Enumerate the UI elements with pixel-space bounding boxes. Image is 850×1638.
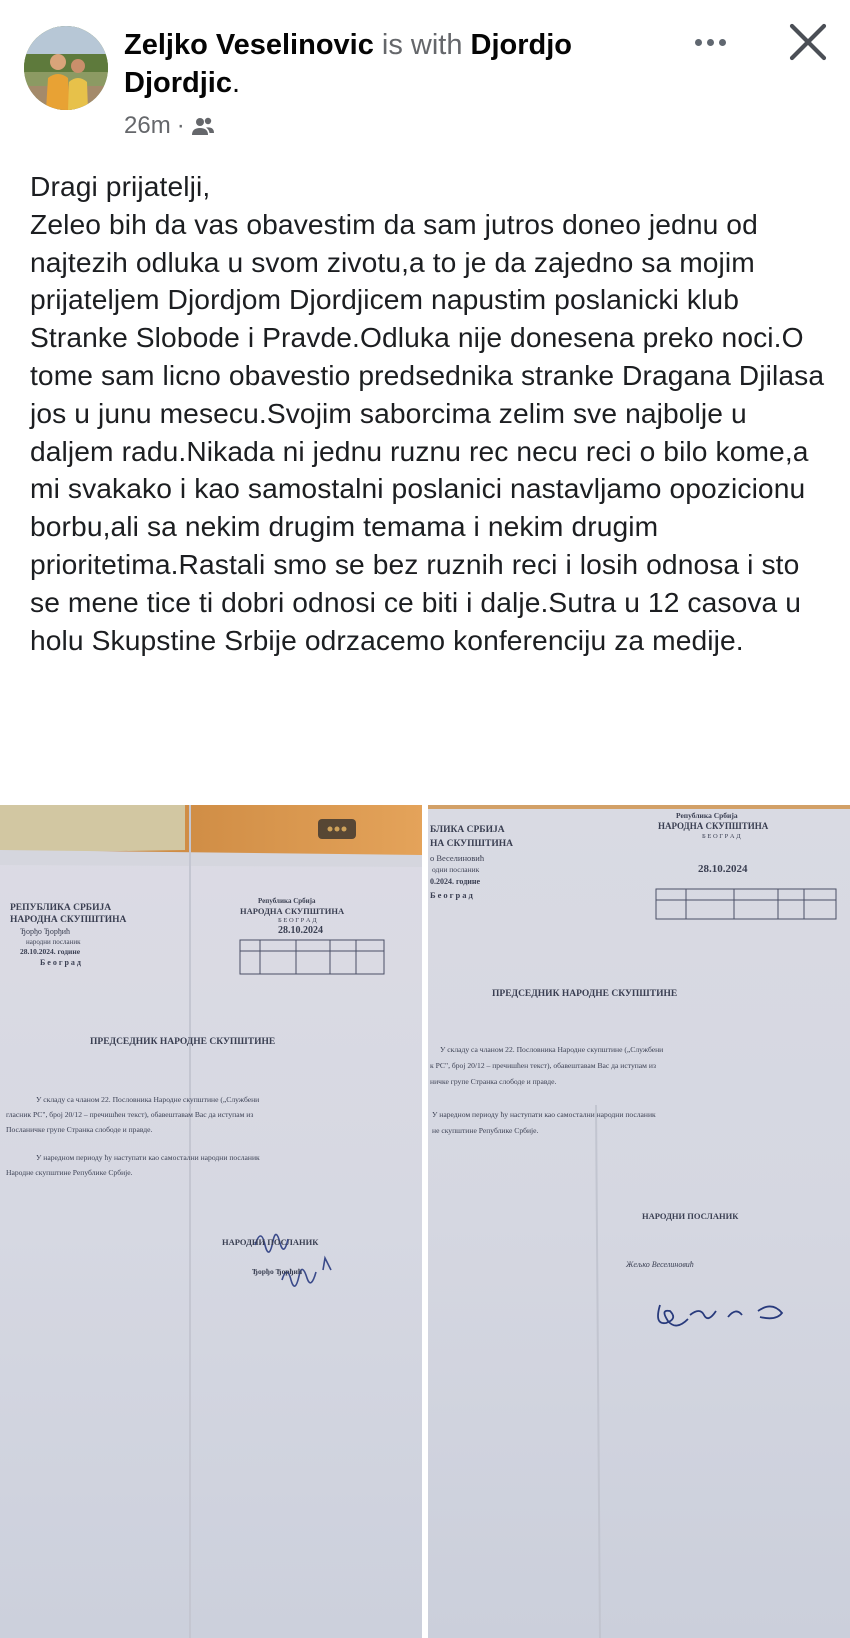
author-name[interactable]: Zeljko Veselinovic (124, 29, 374, 61)
post-photos (0, 805, 850, 1638)
post-author-line (124, 26, 664, 102)
post-header (0, 0, 850, 150)
avatar[interactable] (24, 26, 108, 110)
doc-stamp-line: НАРОДНА СКУПШТИНА (658, 821, 769, 831)
doc-paragraph-line: ничке групе Странка слободе и правде. (430, 1077, 557, 1086)
more-horizontal-icon-dot (695, 39, 702, 46)
doc-stamp-line: НАРОДНА СКУПШТИНА (240, 906, 345, 916)
more-horizontal-icon-dot (707, 39, 714, 46)
doc-header-line: 28.10.2024. године (20, 947, 81, 956)
doc-paragraph-line: У складу са чланом 22. Пословника Народне скупштине („Службени (36, 1095, 260, 1104)
close-button[interactable] (786, 20, 830, 64)
doc-header-line: 0.2024. године (430, 877, 481, 886)
doc-paragraph-line: гласник РС", број 20/12 – пречишћен текст), обавештавам Вас да иступам из (6, 1110, 254, 1119)
doc-header-line: БЛИКА СРБИЈА (430, 825, 505, 835)
doc-stamp-line: Б Е О Г Р А Д (278, 917, 317, 924)
doc-header-line: Београд (40, 958, 83, 967)
doc-stamp-date: 28.10.2024 (278, 925, 323, 936)
doc-stamp-line: Република Србија (258, 897, 316, 905)
doc-paragraph-line: не скупштине Републике Србије. (432, 1126, 539, 1135)
doc-paragraph-line: Народне скупштине Републике Србије. (6, 1168, 133, 1177)
doc-paragraph-line: У складу са чланом 22. Пословника Народне скупштине („Службени (440, 1045, 664, 1054)
friends-icon[interactable] (191, 115, 215, 137)
doc-addressee: ПРЕДСЕДНИК НАРОДНЕ СКУПШТИНЕ (492, 989, 678, 999)
doc-header-line: народни посланик (26, 938, 81, 946)
avatar-image (24, 26, 108, 110)
doc-signature-name: Ђорђо Ђорђић (252, 1267, 303, 1276)
tagged-name[interactable]: Djordjo Djordjic (124, 29, 573, 99)
doc-stamp-date: 28.10.2024 (698, 863, 748, 875)
post-body-text: Dragi prijatelji, Zeleo bih da vas obavestim da sam jutros doneo jednu od najtezih odluka u svom zivotu,a to je da zajedno sa mojim prijateljem Djordjom Djordjicem napustim poslanicki klub Stranke Slobode i Pravde.Odluka nije donesena preko noci.O tome sam licno obavestio predsednika stranke Dragana Djilasa jos u junu mesecu.Svojim saborcima zelim sve najbolje u daljem radu.Nikada ni jednu ruznu rec necu reci o bilo kome,a mi svakako i kao samostalni poslanici nastavljamo opozicionu borbu,ali sa nekim drugim temama i nekim drugim prioritetima.Rastali smo se bez ruznih reci i losih odnosa i sto se mene tice ti dobri odnosi ce biti i dalje.Sutra u 12 casova u holu Skupstine Srbije odrzacemo konferenciju za medije. (30, 170, 825, 656)
post-meta (124, 112, 215, 140)
doc-paragraph-line: У наредном периоду ћу наступати као самостални народни посланик (432, 1110, 656, 1119)
dot-separator: · (176, 112, 185, 139)
doc-signature-name: Жељко Веселиновић (626, 1260, 694, 1269)
doc-paragraph-line: У наредном периоду ћу наступати као самостални народни посланик (36, 1153, 260, 1162)
more-horizontal-icon-dot (719, 39, 726, 46)
doc-paragraph-line: к РС", број 20/12 – пречишћен текст), обавештавам Вас да иступам из (430, 1061, 656, 1070)
doc-signature-title: НАРОДНИ ПОСЛАНИК (642, 1211, 739, 1221)
doc-header-line: Београд (430, 890, 475, 900)
photo-document-right[interactable] (428, 805, 850, 1638)
doc-header-line: РЕПУБЛИКА СРБИЈА (10, 903, 112, 913)
doc-stamp-line: Б Е О Г Р А Д (702, 833, 741, 840)
doc-signature-title: НАРОДНИ ПОСЛАНИК (222, 1237, 319, 1247)
doc-header-line: Ђорђо Ђорђић (20, 927, 71, 936)
doc-header-line: о Веселиновић (430, 853, 485, 863)
post-time[interactable]: 26m (124, 112, 171, 139)
document-photo-background (428, 805, 850, 1638)
doc-addressee: ПРЕДСЕДНИК НАРОДНЕ СКУПШТИНЕ (90, 1037, 276, 1047)
with-text: is with (373, 29, 471, 61)
more-options-button[interactable] (690, 22, 730, 62)
photo-document-left[interactable] (0, 805, 422, 1638)
doc-header-line: НА СКУПШТИНА (430, 839, 513, 849)
doc-header-line: НАРОДНА СКУПШТИНА (10, 915, 127, 925)
doc-stamp-line: Република Србија (676, 811, 738, 820)
doc-paragraph-line: Посланичке групе Странка слободе и правде. (6, 1125, 153, 1134)
doc-header-line: одни посланик (432, 865, 480, 874)
close-icon (786, 20, 830, 64)
period: . (231, 67, 241, 99)
